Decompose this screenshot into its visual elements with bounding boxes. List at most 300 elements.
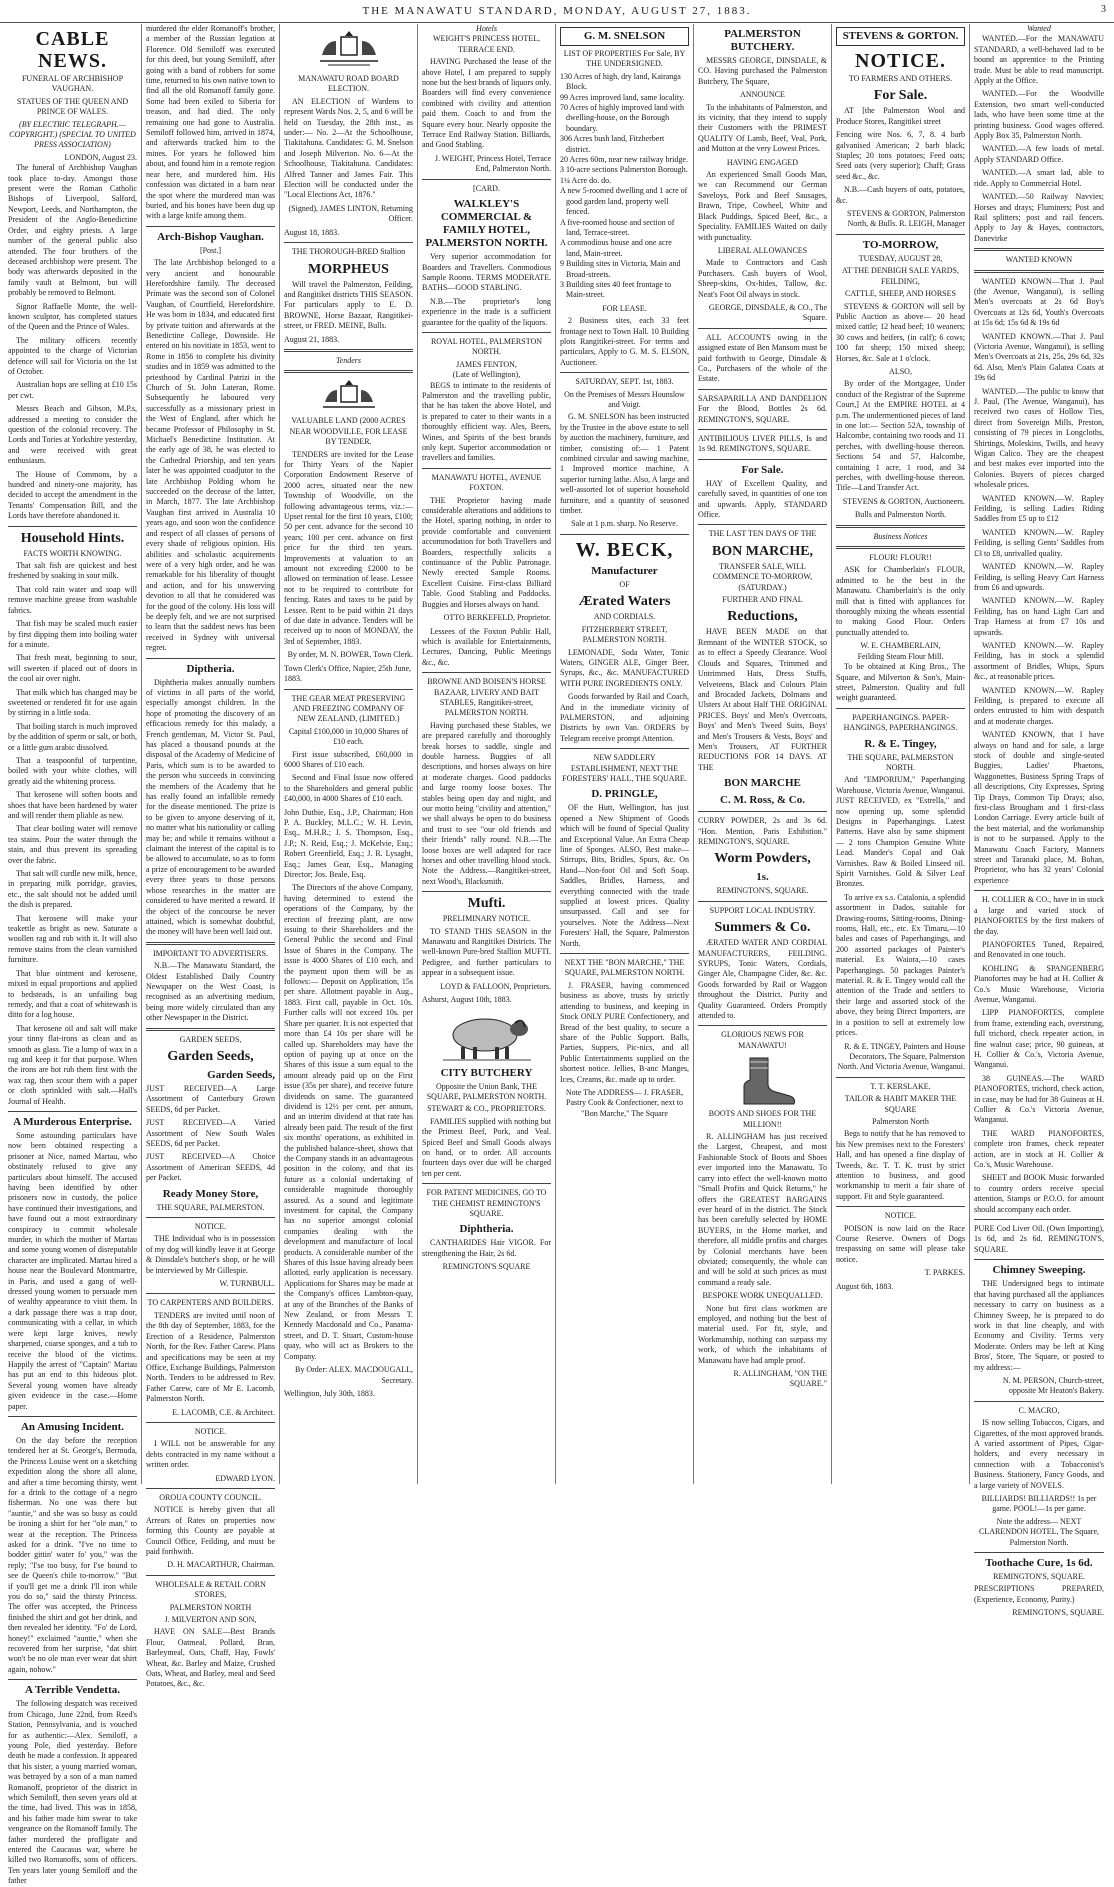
column-8 (970, 24, 1108, 1618)
royal-crest-icon (319, 377, 379, 413)
murder-title: A Murderous Enterprise. (13, 1115, 132, 1128)
lease-text: 2 Business sites, each 33 feet frontage next to Town Hall. 10 Building plots Rangitikei-street. For terms and particulars, Apply to G. M. S. ELSON, Auctioneer. (560, 316, 689, 367)
divider (974, 1401, 1104, 1402)
patent-text: CANTHARIDES Hair VIGOR. For strengthening the Hair, 2s 6d. (422, 1238, 551, 1258)
sale-sub: On the Premises of Messrs Hounslow and Voigt. (564, 389, 685, 409)
garden-seeds-title: Garden Seeds, (167, 1048, 254, 1064)
weights-text: HAVING Purchased the lease of the above Hotel, I am prepared to supply none but the best brands of liquors only. Boarders will find every convenience combined with civility and attention paid them. Coach to and from the Square every hour. Nearly opposite the Terrace End Railway Station. Billiards, and Good Stabling. (422, 57, 551, 150)
divider (146, 942, 275, 945)
flour-text: ASK for Chamberlain's FLOUR, admitted to be the best in the Manawatu. Chamberlain's is the only mill that is fitted with appliances for thoroughly mixing the wheats essential to making Good Flour. Orders punctually attended to. (836, 565, 965, 637)
divider (974, 248, 1104, 251)
road-board-text: AN ELECTION of Wardens to represent Wards Nos. 2, 5, and 6 will be held on Tuesday, the 28th inst., as under:— No. 2—At the Schoolhouse, Tiakitahuna. Candidates: G. M. Snelson and Joseph Milverton. No. 6—At the Schoolhouse, Tiakitahuna. Candidates: Alfred Tanner and James Fair. This Election will be conducted under the "Local Elections Act, 1876." (284, 96, 413, 200)
road-board-heading: MANAWATU ROAD BOARD ELECTION. (298, 74, 399, 94)
dateline: LONDON, August 23. (64, 152, 137, 162)
fraser-signature: Note The ADDRESS— J. FRASER, Pastry Cook & Confectioner, next to "Bon Marche," The Square (565, 1087, 684, 1118)
cable-para: The funeral of Archbishop Vaughan took place to-day. Amongst those present were the Roman Catholic Bishops of Liverpool, Salford, Newport, Leeds, and Northampton, the President of the Anglo-Benedictine Order, and eighty priests. A large number of the general public also attended. The four brothers of the deceased archbishop were present. The body was afterwards deposited in the family vault at Belmont, but will probably be removed to Belmont. (8, 163, 137, 298)
divider (836, 1206, 965, 1207)
notice-heading: NOTICE. (194, 1222, 227, 1232)
corn-heading: WHOLESALE & RETAIL CORN STORES, (155, 1579, 266, 1600)
column-5 (556, 24, 694, 1484)
wanted-known-ad: WANTED.—The public to know that J. Paul, (The Avenue, Wanganui), has received two cases of Hollow Ties, direct from Sovereign Mills, Preston, consisting of 79 pieces in Longcloths, Shirtings, Moleskins, Twills, and heavy Wigan Calico. They are the cheapest and best makes ever imported into the Colonies. Buyers of pieces charged wholesale prices. (974, 386, 1104, 490)
sale-text: G. M. SNELSON has been instructed by the Trustee in the above estate to sell by auction the machinery, furniture, and timber, consisting of:— 1 Patent combined circular and sawing machine, 1 Improved mortice machine, A superior turning lathe. Also, A large and well-assorted lot of superior household furniture, and a quantity of seasoned timber. (560, 412, 689, 516)
allowances-text: Made to Contractors and Cash Purchasers. Cash buyers of Wool, Sheep-skins, Ox-hides, Tallow, &c. Neat's Foot Oil always in stock. (698, 258, 827, 299)
lease-heading: FOR LEASE. (602, 303, 647, 313)
divider (974, 1259, 1104, 1260)
list-item: 3 Building sites 40 feet frontage to Main-street. (560, 279, 672, 300)
cable-news-title: CABLE NEWS. (35, 28, 110, 72)
tingey-text: And "EMPORIUM," Paperhanging Warehouse, Victoria Avenue, Wanganui. JUST RECEIVED, ex "Estrella," and now opening up, some splendid Designs in Paperhangings. Latest Patterns. Have also by same shipment— 2 tons Champion Genuine White Lead. Mander's Copal and Oak Varnishes. Raw & Boiled Linseed oil. Spirit Varnishes. Gold & Silver Leaf Bronzes. (836, 775, 965, 889)
mufti-heading: PRELIMINARY NOTICE. (442, 914, 531, 924)
bazaar-text: Having purchased these Stables, we are prepared carefully and thoroughly break horses to saddle, single and double harness. Buggies of all descriptions, and horses always on hire at moderate charges. Good paddocks and large roomy loose boxes. The stables being open day and night, and our motto being "civility and attention," we shall always be open to do business and trust to see "our old friends and their friends" rally round. N.B.—The loose boxes are well adapted for race horses and other travelling blood stock. Note the Address.—Rangitikei-street, next Wood's, Blacksmith. (422, 720, 551, 886)
properties-list (560, 72, 689, 301)
funeral-heading: FUNERAL OF ARCHBISHOP VAUGHAN. (21, 74, 124, 94)
wanted-known-ad: WANTED KNOWN—That J. Paul (the Avenue, Wanganui), is selling Men's overcoats at 2s 6d Boy's Overcoats at 12s 6d, Youth's Overcoats at 15s 6d; 15s 6d & 19s 6d (974, 276, 1104, 328)
column-2 (142, 24, 280, 1689)
wanted-known-label: WANTED KNOWN (1005, 255, 1073, 265)
hint-para: That salt fish are quickest and best freshened by soaking in sour milk. (8, 561, 137, 581)
macro-name: C. MACRO, (1018, 1405, 1060, 1415)
diphtheria-title: Diptheria. (186, 662, 235, 675)
announce-heading: ANNOUNCE (740, 90, 785, 100)
wanted-ad: WANTED.—A few loads of metal. Apply STANDARD Office. (974, 144, 1104, 164)
columns (4, 24, 1110, 1886)
chimney-signature: N. M. PERSON, Church-street, opposite Mr Heaton's Bakery. (1002, 1375, 1104, 1396)
vaughan-title: Arch-Bishop Vaughan. (157, 230, 264, 243)
last-ten-days: THE LAST TEN DAYS OF THE (708, 529, 817, 539)
card-label: [CARD. (473, 183, 500, 193)
tingey-text-2: To arrive ex s.s. Catalonia, a splendid assortment in Dados, suitable for Drawing-rooms, Sitting-rooms, Dining-rooms, Hall, etc., etc. Ex Timaru,—10 bales and cases of Paperhangings, and 200 assorted packages of Painter's material. Ex Waiora,—10 cases Paperhangings. 50 packages Painter's material. R. & E. Tingey would call the attention of the Trade and settlers to their large and assorted stock of the above, they being Direct Importers, are in a position to sell at extremely low prices. (836, 892, 965, 1038)
allowances-heading: LIBERAL ALLOWANCES (717, 245, 808, 255)
land-heading: VALUABLE LAND (2000 ACRES NEAR WOODVILLE, FOR LEASE BY TENDER. (289, 416, 408, 447)
wanted-ad: WANTED.—A smart lad, able to ride. Apply to Commercial Hotel. (974, 168, 1104, 188)
builders-text: TENDERS are invited until noon of the 8th day of September, 1883, for the Erection of a Residence, Palmerston North, for the Rev. Father Carew. Plans and specifications may be seen at my Office, Exchange Buildings, Palmerston North. Tenders to be addressed to Rev. Father Carew, care of Mr E. Lacomb, Palmerston North. (146, 1310, 275, 1404)
divider (422, 891, 551, 892)
patent-heading: FOR PATENT MEDICINES, GO TO THE CHEMIST REMINGTON'S SQUARE. (426, 1188, 547, 1218)
beck-tail: Goods forwarded by Rail and Coach, And in the immediate vicinity of PALMERSTON, and adjoining Districts by own Van. ORDERS by Telegram receive prompt Attention. (560, 692, 689, 743)
household-hints-title: Household Hints. (20, 530, 125, 546)
billiards-ad: BILLIARDS! BILLIARDS!! 1s per game. POOL!—1s per game. (981, 1494, 1097, 1514)
beck-name: W. BECK, (575, 538, 674, 561)
vendetta-title: A Terrible Vendetta. (24, 1684, 121, 1697)
hint-para: That salt will curdle new milk, hence, in preparing milk porridge, gravies, etc., the salt should not be added until the dish is prepared. (8, 869, 137, 910)
foxton-text: THE Proprietor having made considerable alterations and additions to the Hotel, sparing nothing, in order to provide comfortable and convenient accommodation for both Travellers and Boarders, respectfully solicits a continuance of the Public Patronage. Newly erected Sample Rooms. Excellent Cuisine. First-class Billiard Table. Good Stabling and Paddocks. Buggies and Horses always on hand. (422, 495, 551, 609)
wanted-known-ad: WANTED KNOWN.—W. Rapley Feilding, is selling Gents' Saddles from £3 to £8, unrivalled quality. (974, 527, 1104, 558)
divider (560, 748, 689, 749)
sarsaparilla-text: SARSAPARILLA AND DANDELION For the Blood, Bottles 2s 6d. REMINGTON'S, SQUARE. (698, 393, 827, 424)
list-item: 3 10-acre sections Palmerston Borough. (560, 165, 688, 175)
poison-signature: T. PARKES. (924, 1268, 965, 1278)
ram-icon (439, 1009, 535, 1063)
mufti-text: TO STAND THIS SEASON in the Manawatu and Rangitikei Districts. The well-known Pure-bred Stallion MUFTI. Pedigree, and further particulars to appear in a subsequent issue. (422, 926, 551, 978)
wanted-known-ad: WANTED KNOWN.—W. Rapley Feilding, has on hand Light Cart and Trap Harness at from £7 10s and upwards. (974, 596, 1104, 637)
divider (8, 526, 137, 527)
meat-company-heading: THE GEAR MEAT PRESERVING AND FREEZING COMPANY OF NEW ZEALAND, (LIMITED.) (291, 693, 406, 724)
cattle-heading: CATTLE, SHEEP, AND HORSES (845, 289, 956, 299)
for-sale-items: Fencing wire Nos. 6, 7, 8. 4 barb galvanised American; 2 barb black; Staples; 20 tons potatoes; Feed oats; Seed oats (very superior); Chaff; Grass seed &c., &c. (836, 130, 965, 181)
divider (146, 1217, 275, 1218)
business-notices-label: Business Notices (873, 531, 928, 541)
beck-waters: Ærated Waters (578, 594, 671, 610)
hint-para: That fish may be scaled much easier by first dipping them into boiling water for a minute. (8, 619, 137, 649)
weights-heading: WEIGHT'S PRINCESS HOTEL, TERRACE END. (433, 34, 540, 54)
vaughan-source: [Post.] (199, 245, 222, 255)
divider (146, 1575, 275, 1576)
divider (974, 270, 1104, 273)
divider (836, 525, 965, 528)
vendetta-continued: murdered the elder Romanoff's brother, a member of the Russian legation at Florence. Old Semiloff was executed for this deed, but young Semiloff, after going with a band of robbers for some time, returned to his own native town to find all the old Romanoff family gone. Some had been exiled to Siberia for treason, and had died. The only remaining one had gone to Australia. Semiloff followed him, arrived in 1874, and afterwards tracked him to the mines. For years he followed him about, and found him in a remote region near here, and murdered him. His confession was dictated in a barn near the spot where the murdered man was buried, and his bones have been dug up with a large knife among them. (146, 24, 275, 221)
hint-para: That milk which has changed may be sweetened or rendered fit for use again by stirring in a little soda. (8, 687, 137, 718)
royal-hotel-sub: (Late of Wellington), (452, 370, 521, 380)
divider (8, 1416, 137, 1417)
piano-ad: KOHLING & SPANGENBERG Pianofortes may be had at H. Collier & Co.'s Music Warehouse, Victoria Avenue, Wanganui. (974, 963, 1104, 1004)
meat-directors: John Duthie, Esq., J.P., Chairman; Hon P. A. Buckley, M.L.C.; W. H. Levin, Esq., M.H.R.; J. S. Thompson, Esq., J.P.; N. Reid, Esq.; J. McKelvie, Esq.; Robert Greenfield, Esq.; J. R. Lysaght, Esq.; James Gear, Esq., Managing Director; Jos. Beale, Esq. (284, 807, 413, 879)
store-address: THE SQUARE, PALMERSTON. (156, 1202, 265, 1212)
column-1 (4, 24, 142, 1886)
tenders-label: Tenders (335, 355, 362, 365)
land-text: TENDERS are invited for the Lease for Thirty Years of the Napier Corporation Endowment Reserve of 2000 acres, situated near the new Township of Woodville, on the following advantageous terms, viz.:— Upset rental for the first 10 years, £100; 50 per cent. advance for the second 10 years; 100 per cent. advance on first price for the third ten years. Improvements at valuation to an amount not exceeding £2000 to be allowed on termination of lease. Lessee not to be required to contribute for fencing. Rates and taxes to be paid by Lessee. Rent to be paid within 21 days of due date in advance. Tenders will be received up to noon of MONDAY, the 3rd of September, 1883. (284, 449, 413, 646)
divider (698, 1025, 827, 1026)
mortgagee-text: By order of the Mortgagee, Under conduct of the Registrar of the Supreme Court,] At the EMPIRE HOTEL at 4 p.m. The undermentioned pieces of land in one lot:— Section 52A, township of Halcombe, containing two roods and 11 perches, with dwelling-house thereon. Sections 54 and 57, Halcombe, containing 1 acre, 1 rood, and 34 perches, with dwelling-house thereon. Title—Land Transfer Act. (836, 379, 965, 493)
piano-ad: LIPP PIANOFORTES, complete from frame, extending each, overstrung, full trichord, check repeater action, in fine walnut case; price, 90 guineas, at H. Collier & Co.'s, Victoria Avenue, Wanganui. (974, 1008, 1104, 1070)
wanted-known-ad: WANTED KNOWN, that I have always on hand and for sale, a large stock of double and single-seated Buggies, Ladies' Phaetons, Waggonettes, Business Spring Traps of all descriptions, City Expresses, Spring Tip Drays, Common Tip Drays; also, first-class Brougham and 1 first-class London Carriage. Every article built of the best material, and the workmanship is not to be surpassed. Apply to the Manawatu Coach Factory, Manners street and Taranaki place, M. Bohan, Proprietor, who has 32 years' Colonial experience (974, 730, 1104, 885)
corn-text: HAVE ON SALE—Best Brands Flour, Oatmeal, Pollard, Bran, Barleymeal, Oats, Chaff, Hay, Fowls' Wheat, &c. Barley and Maize, Crushed Oats, Wheat, and Barley, meal and Seed Potatoes, &c., &c. (146, 1627, 275, 1689)
debts-notice-signature: EDWARD LYON. (215, 1473, 275, 1483)
tailor-sub: Palmerston North (872, 1116, 929, 1126)
list-item: 9 Building sites in Victoria, Main and Broad-streets. (560, 259, 681, 279)
prescriptions-signature: REMINGTON'S, SQUARE. (1012, 1608, 1104, 1618)
billiards-note: Note the address— NEXT CLARENDON HOTEL, The Square, Palmerston North. (978, 1516, 1100, 1547)
telegraph-line: (BY ELECTRIC TELEGRAPH.—COPYRIGHT.) (SPECIAL TO UNITED PRESS ASSOCIATION) (9, 119, 136, 150)
hint-para: That kerosene will make your teakettle as bright as new. Saturate a woollen rag and rub with it. It will also remove stains from the clean varnished furniture. (8, 913, 137, 965)
wanted-ad: WANTED.—For the Woodville Extension, two smart well-conducted lads, who have been some time at the printing business. Good wages offered. Apply Box 35, Palmerston North. (974, 89, 1104, 141)
statues-heading: STATUES OF THE QUEEN AND PRINCE OF WALES. (16, 96, 129, 117)
for-sale-title: For Sale. (873, 88, 928, 104)
patent-signature: REMINGTON'S SQUARE (442, 1262, 531, 1272)
palmerston-butchery-title: PALMERSTON BUTCHERY. (724, 28, 801, 53)
list-item: 1¼ Acre do. do. (560, 175, 612, 185)
support-heading: SUPPORT LOCAL INDUSTRY. (709, 905, 816, 915)
tingey-name: R. & E. Tingey, (864, 737, 937, 750)
corn-sub: PALMERSTON NORTH (169, 1602, 252, 1612)
patent-sub: Diphtheria. (459, 1223, 514, 1236)
for-sale-signature: STEVENS & GORTON, Palmerston North, & Bulls. R. LEIGH, Manager (846, 209, 965, 229)
meat-order: By Order: ALEX. MACDOUGALL, Secretary. (295, 1365, 413, 1385)
weights-signature: J. WEIGHT, Princess Hotel, Terrace End, Palmerston North. (434, 153, 551, 174)
meat-date: Wellington, July 30th, 1883. (284, 1388, 375, 1398)
toothache-sub: REMINGTON'S, SQUARE. (993, 1572, 1085, 1582)
mortgagee-address: Bulls and Palmerston North. (854, 510, 947, 520)
divider (422, 332, 551, 333)
piano-ad: PIANOFORTES Tuned, Repaired, and Renovated in one touch. (974, 939, 1104, 960)
cable-para: The House of Commons, by a hundred and ninety-one majority, has decided to accept the amendment in the Tenants' Compensation Bill, and the Lords have therefore abandoned it. (8, 469, 137, 521)
hint-para: That kerosene will soften boots and shoes that have been hardened by water and will render them pliable as new. (8, 790, 137, 820)
royal-hotel-name: JAMES FENTON, (456, 359, 517, 369)
divider (284, 242, 413, 243)
murder-para: Some astounding particulars have now been obtained respecting a prisoner at Nice, named Martau, who obstinately refused to give any particulars about himself. The accused having been identified by other prisoners now in custody, the police have continued their investigations, and have found out a most extraordinary conspiracy to commit wholesale murder, in which the mother of Martau and some young women of disreputable character are implicated. Martau hired a house near the Boulevard Montmartre, in Paris, and used a gang of well-dressed young women to persuade men of wealthy appearance to visit them. In a dark passage there was a trap door, communicating with a cellar, in which were kept large knives, newly sharpened, coarse sponges, and a tub to receive the blood of the victims. Happily the arrest of "Captain" Martau has put an end to this hideous plot. Several young women have already given evidence in the case.—Home paper. (8, 1130, 137, 1411)
wanted-known-ad: WANTED KNOWN.—W. Rapley Feilding, is prepared to execute all orders entrusted to him with despatch and at moderate charges. (974, 685, 1104, 726)
column-3 (280, 24, 418, 1484)
divider (974, 1219, 1104, 1220)
oroua-signature: D. H. MACARTHUR, Chairman. (167, 1560, 275, 1570)
walkley-heading: WALKLEY'S COMMERCIAL & FAMILY HOTEL, PALMERSTON NORTH. (425, 198, 548, 250)
divider (560, 372, 689, 373)
meat-capital: Capital £100,000 in 10,000 Shares of £10 each. (288, 726, 409, 747)
boot-icon (728, 1054, 798, 1106)
sale-close: Sale at 1 p.m. sharp. No Reserve. (571, 519, 678, 529)
stevens-gorton-heading: STEVENS & GORTON. (836, 27, 965, 46)
hay-text: HAY of Excellent Quality, and carefully saved, in quantities of one ton and upwards. Apply, STANDARD Office. (698, 478, 827, 520)
cable-para: Australian hops are selling at £10 15s per cwt. (8, 380, 137, 400)
meat-text: First issue subscribed, £60,000 in 6000 Shares of £10 each. (284, 749, 413, 769)
divider (560, 534, 689, 535)
divider (974, 1552, 1104, 1553)
wanted-known-ad: WANTED KNOWN.—W. Rapley Feilding, is selling Ladies Riding Saddles from £5 up to £12 (974, 493, 1104, 524)
pringle-name: D. PRINGLE, (591, 788, 658, 801)
wanted-known-ad: WANTED KNOWN.—W. Rapley Feilding, has in stock a splendid assortment of Bridles, Whips, Spurs &c., at reasonable prices. (974, 640, 1104, 682)
tomorrow-heading: TO-MORROW, (862, 238, 939, 251)
poison-date: August 6th, 1883. (836, 1281, 894, 1291)
oroua-heading: OROUA COUNTY COUNCIL. (159, 1492, 262, 1502)
saddlery-heading: NEW SADDLERY ESTABLISHMENT, NEXT THE FORESTERS' HALL, THE SQUARE. (562, 753, 687, 783)
seed-item: JUST RECEIVED—A Choice Assortment of American SEEDS, 4d per Packet. (146, 1152, 275, 1183)
divider (146, 226, 275, 227)
allingham-text: R. ALLINGHAM has just received the Largest, Cheapest, and most Fashionable Stock of Boots and Shoes ever imported into the Manawatu. To carry into effect the well-known motto "Small Profits and Quick Returns," he offers the GREATEST BARGAINS ever heard of in the district. The Stock has been carefully selected by HOME BUYERS, in the Home market, and therefore, all middle profits and charges by Colonial merchants have been obviated; consequently, the whole can and will be sold at such prices as must command a ready sale. (698, 1132, 827, 1287)
hint-para: That a teaspoonful of turpentine, boiled with your white clothes, will greatly aid the whitening process. (8, 755, 137, 786)
foxton-tail: Lessees of the Foxton Public Hall, which is available for Entertainments, Lectures, Dancing, Public Meetings &c., &c. (422, 626, 551, 667)
glorious-heading: GLORIOUS NEWS FOR MANAWATU! (721, 1030, 804, 1050)
butchery-text: MESSRS GEORGE, DINSDALE, & CO. Having purchased the Palmerston Butchery, The Square, (698, 56, 827, 86)
bazaar-heading: BROWNE AND BOISEN'S HORSE BAZAAR, LIVERY AND BAIT STABLES, Rangitikei-street, PALMERSTON NORTH. (427, 677, 546, 718)
divider (146, 1028, 275, 1031)
bon-marche-again: BON MARCHE (724, 777, 801, 790)
column-7 (832, 24, 970, 1484)
masthead (0, 0, 1114, 23)
advertisers-heading: IMPORTANT TO ADVERTISERS. (152, 948, 269, 958)
worm-powders-price: 1s. (756, 871, 769, 884)
chimney-text: THE Undersigned begs to intimate that having purchased all the appliances necessary to carry on business as a Chimney Sweep, he is prepared to do work in that line cheaply, and with Economy and Civility. Terms very Moderate. Orders may be left at King Bros', Store, The Square, or posted to my address:— (974, 1279, 1104, 1372)
divider (146, 658, 275, 659)
walkley-text: Very superior accommodation for Boarders and Travellers. Commodious Sample Rooms. TERMS MODERATE. BATHS—GOOD STABLING. (422, 252, 551, 293)
divider (284, 349, 413, 352)
notice-sub: TO FARMERS AND OTHERS. (848, 74, 953, 83)
denbigh-heading: AT THE DENBIGH SALE YARDS, FEILDING, (842, 266, 959, 286)
amusing-para: On the day before the reception tendered her at St. George's, Bermuda, the Princess Louise went on a sketching expedition along the shore all alone, and after a time becoming thirsty, went for a drink to the cottage of a negro fisherman. No one was there but "auntie," and she was so busy as could be ironing a shirt for her "ole man," to wear at the reception. The Princess asked for a drink. "I've no time to bodder gittin' water fo' you," was the reply; "I'se too busy, for I'se bound to see de Queen's chile to-morrow." "But if you'll get me a drink I'll iron while you do so," said the thirsty Princess. The offer was accepted, the Princess finished the shirt and got her drink, and then revealed her identity. "Fo' de Lord, honey!" exclaimed "auntie," when she recovered from her surprise, "dat shirt won't be no ole man ever wear dat shirt again, nohow." (8, 1435, 137, 1674)
column-4 (418, 24, 556, 1484)
hint-para: That fresh meat, beginning to sour, will sweeten if placed out of doors in the cool air over night. (8, 653, 137, 684)
city-butchery-text: FAMILIES supplied with nothing but the Primest Beef, Pork, and Veal. Spiced Beef and Small Goods always on hand, or to order. All accounts fourteen days over due will be charged ten per cent. (422, 1116, 551, 1178)
poison-text: POISON is now laid on the Race Course Reserve. Owners of Dogs trespassing on same will please take notice. (836, 1223, 965, 1264)
divider (698, 901, 827, 902)
accounts-text: ALL ACCOUNTS owing in the assigned estate of Ben Mansom must be paid forthwith to George, Dinsdale & Co., Purchasers of the whole of the Estate. (698, 332, 827, 384)
divider (698, 811, 827, 812)
seed-item: JUST RECEIVED—A Varied Assortment of New South Wales SEEDS, 6d per Packet. (146, 1118, 275, 1148)
kings-text: To be obtained at King Bros., The Square, and Milverton & Son's, Main-street, Palmerston. Quality and full weight guaranteed. (836, 662, 965, 703)
column-6 (694, 24, 832, 1484)
piano-ad: THE WARD PIANOFORTES, complete iron frames, check repeater action, are in stock at H. Collier & Co.'s, Music Warehouse. (974, 1128, 1104, 1170)
road-board-date: August 18, 1883. (284, 227, 340, 237)
oroua-text: NOTICE is hereby given that all Arrears of Rates on properties now forming this County are payable at Council Office, Feilding, and must be paid forthwith. (146, 1505, 275, 1556)
stallion-intro: THE THOROUGH-BRED Stallion (291, 247, 406, 257)
also-label: ALSO, (889, 366, 912, 376)
properties-heading: LIST OF PROPERTIES For Sale, BY THE UNDERSIGNED. (563, 49, 686, 69)
debts-notice-text: I WILL not be answerable for any debts contracted in my name without a written order. (146, 1439, 275, 1470)
garden-seeds-top: GARDEN SEEDS, (179, 1034, 242, 1044)
sale-date: SATURDAY, SEPT. 1st, 1883. (575, 377, 674, 387)
cable-para: Signor Raffaelle Monte, the well-known sculptor, has completed statues of the Queen and the Prince of Wales. (8, 301, 137, 332)
summers-title: Summers & Co. (714, 920, 811, 936)
foxton-signature: OTTO BERKEFELD, Proprietor. (443, 613, 551, 623)
flour-mill: Feilding Steam Flour Mill. (857, 651, 944, 661)
tailor-heading: TAILOR & HABIT MAKER THE SQUARE (844, 1094, 957, 1114)
engaged-text: An experienced Small Goods Man, we can Recommend our German Saveloys, Pork and Beef Sausages, Brawn, Tripe, Cowheel, White and Black Puddings, Spiced Beef, &c., a Speciality. FAMILIES Waited on daily with punctuality. (698, 170, 827, 242)
further-final: FURTHER AND FINAL (722, 595, 803, 605)
stallion-date: August 21, 1883. (284, 334, 340, 344)
auction-text: STEVENS & GORTON will sell by Public Auction as above— 20 head mixed cattle; 12 head beef; 10 weaners; 30 cows and heifers, (in calf); 6 cows; 100 fat sheep; 150 mixed sheep; Horses, &c. Sale at 1 o'clock. (836, 301, 965, 363)
divider (284, 370, 413, 373)
collier-ad: H. COLLIER & CO., have in in stock a large and varied stock of PIANOFORTES by the first makers of the day. (974, 895, 1104, 936)
cod-liver-oil-ad: PURE Cod Liver Oil. (Own Importing), 1s 6d, and 2s 6d. REMINGTON'S, SQUARE. (974, 1224, 1104, 1254)
divider (8, 1111, 137, 1112)
hint-para: That cold rain water and soap will remove machine grease from washable fabrics. (8, 584, 137, 615)
advertisers-text: N.B.—The Manawatu Standard, the Oldest Established Daily Country Newspaper on the West Coast, is recognised as an advertising medium, being more widely circulated than any other Newspaper in the District. (146, 961, 275, 1023)
ready-money-store: Ready Money Store, (162, 1187, 259, 1200)
divider (146, 1422, 275, 1423)
bakery-heading: NEXT THE "BON MARCHE," THE SQUARE, PALMERSTON NORTH. (564, 958, 685, 978)
morpheus-title: MORPHEUS (308, 261, 389, 277)
wanted-ad: WANTED.—50 Railway Navvies; Horses and drays; Fluminers; Post and Rail splitters; post and rail fencers. Apply to Jay & Hayes, contractors, Danevirke (974, 192, 1104, 243)
notice-heading: NOTICE. (884, 1211, 917, 1221)
royal-crest-icon (314, 27, 384, 71)
divider (422, 672, 551, 673)
boots-heading: BOOTS AND SHOES FOR THE MILLION!! (708, 1109, 817, 1129)
flour-heading: FLOUR! FLOUR!! (869, 553, 932, 563)
wanted-label: Wanted (1027, 24, 1051, 33)
hint-para: That kerosene oil and salt will make your tinny flat-irons as clean and as smooth as glass. Tie a lump of wax in a rag and keep it for that purpose. When the irons are hot rub them first with the wax rag, then scour them with a paper or cloth sprinkled with salt.—Hall's Journal of Health. (8, 1023, 137, 1106)
city-butchery-heading: CITY BUTCHERY (440, 1066, 533, 1079)
divider (836, 546, 965, 549)
divider (146, 1293, 275, 1294)
pringle-text: OF the Hutt, Wellington, has just opened a New Shipment of Goods which will be found of Special Quality and Exceptional Value. An Extra Cheap line of Sponges. ALSO, Best make—Stirrups, Bits, Bridles, Spurs, &c. On Hand—Non-foot Oil and Soft Soap. Saddles, Bridles, Harness, and everything connected with the trade supplied at lowest prices. Quality unsurpassed. Call and see for yourselves. Note the Address—Next Foresters' Hall, the Square, Palmerston North. (560, 803, 689, 948)
flour-signature: W. E. CHAMBERLAIN, (860, 641, 941, 651)
beck-title: Manufacturer (591, 564, 658, 577)
list-item: A new 5-roomed dwelling and 1 acre of good garden land, property well fenced. (560, 186, 688, 217)
divider (698, 328, 827, 329)
worm-powders-title: Worm Powders, (714, 851, 811, 867)
vendetta-para: The following despatch was received from Chicago, June 22nd, from Reed's Station, Pennsylvania, and is vouched for as authentic:—Alex. Semiloff, a young Pole, died yesterday. Before death he made a confession. It appeared that his sister, a young married woman, was betrayed by a son of a man named Romanoff, proprietor of the district in which Semiloff, then seven years old at the time, had lived. This was in 1858, and his father made him swear to take vengeance on the Romanoff family. The father murdered the profligate and entered the Caucasus war, where he killed two Romanoffs, sons of officers. Ten years later young Semiloff and the father (8, 1699, 137, 1886)
stallion-text: Will travel the Palmerston, Feilding, and Rangitikei districts THIS SEASON. For particulars apply to E. D. BROWNE, Horse Bazaar, Rangitikei-street, or FRED. MEINE, Bulls. (284, 279, 413, 331)
mortgagee-signature: STEVENS & GORTON, Auctioneers. (842, 496, 965, 506)
for-sale-nb: N.B.—Cash buyers of oats, potatoes, &c. (836, 185, 965, 205)
corn-name: J. MILVERTON AND SON, (164, 1615, 257, 1625)
foxton-heading: MANAWATU HOTEL, AVENUE FOXTON. (431, 472, 542, 493)
hint-para: That blue ointment and kerosene, mixed in equal proportions and applied to bedsteads, is an unfailing bug remedy, and that a coat of whitewash is ditto for a log house. (8, 968, 137, 1020)
wanted-known-ad: WANTED KNOWN.—W. Rapley Feilding, is selling Heavy Cart Harness from £6 and upwards. (974, 562, 1104, 592)
beck-text: LEMONADE, Soda Water, Tonic Waters, GINGER ALE, Ginger Beer, Syrups, &c., &c. MANUFACTURED WITH PURE INGREDIENTS ONLY. (560, 647, 689, 688)
divider (836, 234, 965, 235)
bespoke-heading: BESPOKE WORK UNEQUALLED. (702, 1291, 823, 1301)
toothache-title: Toothache Cure, 1s 6d. (985, 1557, 1093, 1570)
piano-ad: 38 GUINEAS.—The WARD PIANOFORTES, trichord, check action, in case, may be had for 38 Guineas at H. Collier & Co.'s Victoria Avenue, Wanganui. (974, 1073, 1104, 1125)
bespoke-text: None but first class workmen are employed, and nothing but the best of material used. For fit, style, and Workmanship, nothing can surpass my work, of which the inhabitants of Manawatu have had ample proof. (698, 1303, 827, 1365)
paperhangings-heading: PAPERHANGINGS. PAPER-HANGINGS, PAPERHANGINGS. (843, 712, 958, 733)
garden-seeds-title-2: Garden Seeds, (207, 1068, 275, 1081)
list-item: 70 Acres of highly improved land with dwelling-house, on the Borough boundary. (560, 103, 684, 133)
for-sale-heading: For Sale. (741, 463, 784, 476)
allowances-signature: GEORGE, DINSDALE, & CO., The Square. (708, 302, 827, 323)
list-item: 99 Acres improved land, same locality. (560, 92, 685, 102)
divider (698, 524, 827, 525)
announce-text: To the inhabitants of Palmerston, and its vicinity, that they intend to supply their Customers with the PRIMEST QUALITY Of Lamb, Beef, Veal, Pork, and Mutton at the very Lowest Prices. (698, 102, 827, 154)
land-office: Town Clerk's Office, Napier, 25th June, 1883. (284, 663, 412, 684)
wanted-ad: WANTED.—For the MANAWATU STANDARD, a well-behaved lad to be bound an apprentice to the Printing trade. Must be able to read manuscript. Apply at the Office. (974, 34, 1104, 86)
notice-title: NOTICE. (855, 50, 946, 72)
sheet-music-ad: SHEET and BOOK Music forwarded to country orders receive special attention, Stamps or P.O.O. for amount should accompany each order. (974, 1173, 1104, 1214)
kerslake-name: T. T. KERSLAKE. (870, 1081, 931, 1091)
reductions-title: Reductions, (727, 609, 798, 625)
royal-hotel-heading: ROYAL HOTEL, PALMERSTON NORTH. (430, 336, 543, 357)
divider (974, 890, 1104, 891)
prescriptions-ad: PRESCRIPTIONS PREPARED, (Experience, Economy, Purity.) (974, 1584, 1104, 1604)
land-order: By order, M. N. BOWER, Town Clerk. (287, 650, 413, 660)
beck-of: OF (619, 579, 630, 589)
meat-text: Second and Final Issue now offered to the Shareholders and general public £40,000, in 4000 Shares of £10 each. (284, 773, 413, 804)
beck-address: FITZHERBERT STREET, PALMERSTON NORTH. (581, 624, 668, 645)
dog-notice-text: THE Individual who is in possession of my dog will kindly leave it at George & Dinsdale's butcher's shop, or he will be interviewed by Mr Gillespie. (146, 1234, 275, 1275)
tingey-sub: THE SQUARE, PALMERSTON NORTH. (847, 752, 954, 772)
wanted-known-ad: WANTED KNOWN.—That J. Paul (Victoria Avenue, Wanganui), is selling Men's Overcoats at 21s, 25s, 29s 6d, 32s 6d. Also, Men's Plain Galatea Coats at 19s 6d (974, 331, 1104, 383)
divider (422, 179, 551, 180)
cable-para: The military officers recently appointed to the charge of Victorian defence will sail for Victoria on the 1st of October. (8, 335, 137, 376)
snelson-heading: G. M. SNELSON (560, 27, 689, 46)
liver-pills-text: ANTIBILIOUS LIVER PILLS, Is and 1s 9d. REMINGTON'S, SQUARE. (698, 434, 827, 454)
notice-heading: NOTICE. (194, 1426, 227, 1436)
engaged-heading: HAVING ENGAGED (726, 157, 799, 167)
divider (836, 1077, 965, 1078)
summers-text: ÆRATED WATER AND CORDIAL MANUFACTURERS, FEILDING. SYRUPS, Tonic Waters, Cordials, Ginger Ale, Champagne Cider, &c. &c. Goods forwarded by Rail or Waggon throughout the District. Purity and Quality Guaranteed. Orders Promptly attended to. (698, 938, 827, 1021)
divider (698, 429, 827, 430)
divider (422, 1183, 551, 1184)
divider (8, 1679, 137, 1680)
reductions-text: HAVE BEEN MADE on that Remnant of the WINTER STOCK, so as to effect a Speedy Clearance. Wool Clouds and Squares, Trimmed and Untrimmed Hats, Dress Stuffs, Velveteens, Black and Colours Plain and Brocaded Jackets, Dolmans and Ulsters At about Half THE ORIGINAL PRICES. Boys' and Men's Overcoats, Boys' and Men's Tweed Suits, Boys' and Men's Trousers & Vests, Boys' and Men's Trousers, AT FURTHER REDUCTIONS FOR 14 DAYS. AT THE (698, 627, 827, 772)
for-sale-intro: AT [the Palmerston Wool and Produce Stores, Rangitikei street (836, 106, 965, 126)
list-item: 20 Acres 60m, near new railway bridge. (560, 155, 688, 165)
builders-heading: TO CARPENTERS AND BUILDERS. (147, 1298, 274, 1308)
divider (284, 689, 413, 690)
tingey-signature: R. & E. TINGEY, Painters and House Decorators, The Square, Palmerston North. And Victoria Avenue, Wanganui. (837, 1041, 965, 1072)
hint-para: That clear boiling water will remove tea stains. Pour the water through the stain, and thus prevent its spreading over the fabric. (8, 824, 137, 865)
mufti-title: Mufti. (467, 896, 506, 912)
road-board-signature: (Signed), JAMES LINTON, Returning Officer. (288, 203, 413, 224)
cable-para: Messrs Beach and Gibson, M.P.s, addressed a meeting to consider the question of the colonial recovery. The Lords and Tories at Yorkshire yesterday, and were received with great enthusiasm. (8, 404, 137, 466)
allingham-signature: R. ALLINGHAM, "ON THE SQUARE." (733, 1369, 827, 1389)
royal-hotel-text: BEGS to intimate to the residents of Palmerston and the travelling public, that he has taken the above Hotel, and is prepared to cater to their wants in a thoroughly efficient way. Ales, Beers, Wines, and Spirits of the best brands only kept. Superior accommodation or travellers and families. (422, 380, 551, 463)
divider (560, 953, 689, 954)
vaughan-para: The late Archbishop belonged to a very ancient and honourable Herefordshire family. The deceased Primate was the second son of Colonel Vaughan, of Courtfield, Herefordshire. He was born in 1834, and educated first by private tuition and afterwards at the Benedictine College, Downside. He entered on his novitiate in 1853, went to Rome in 1856 to complete his divinity studies and in 1859 was admitted to the priesthood by Cardinal Patrizi in the Church of St. John Lateran, Rome. Subsequently he laboured very successfully as a missionary priest in the West of England, after which he became Professor of Philosophy in St. Michael's Benedictine Institution. At the early age of 38, he was elected to the Cathedral Priorship, and ten years later he was appointed coadjutor to the late Archbishop Polding whom he succeeded on the decease of the latter, in March, 1877. The late Archbishop Vaughan first arrived in Australia 10 years ago, and soon won the confidence and respect of all classes of persons of every shade of religious opinion. His abilities and scholastic acquirements were of a very high order, and he was remarkable for his liberality of thought and action, and for his unswerving devotion to all that he considered was for the good of the colony. His loss will be deeply felt, and we are not surprised to learn that the saddest news has been received in Sydney with universal regret. (146, 258, 275, 653)
tuesday-heading: TUESDAY, AUGUST 28, (858, 253, 943, 263)
divider (698, 389, 827, 390)
beck-cordials: AND CORDIALS. (593, 612, 656, 622)
tailor-text: Begs to notify that he has removed to his New premises next to the Foresters' Hall, and has opened a fine display of Tweeds, &c. T. T. K. trust by strict attention to business, and good workmanship to merit a fair share of support. Fit and Style guaranteed. (836, 1129, 965, 1201)
city-butchery-sub: Opposite the Union Bank, THE SQUARE, PALMERSTON NORTH. (426, 1081, 547, 1101)
macro-text: IS now selling Tobaccos, Cigars, and Cigarettes, of the most approved brands. A varied assortment of Pipes, Cigar-holders, and every necessary in connection with a Tobacconist's Business. Stationery, Fancy Goods, and a large variety of NOVELS. (974, 1418, 1104, 1490)
transfer-sale: TRANSFER SALE, WILL COMMENCE TO-MORROW, (SATURDAY.) (712, 561, 813, 592)
hint-para: That boiling starch is much improved by the addition of sperm or salt, or both, or a little gum arabic dissolved. (8, 721, 137, 752)
dog-notice-signature: W. TURNBULL. (219, 1279, 275, 1289)
divider (836, 708, 965, 709)
list-item: 306 Acres bush land, Fitzherbert district. (560, 134, 665, 154)
meat-para: The Directors of the above Company, having determined to extend the operations of the Company, by the erection of freezing plant, are now issuing to their Shareholders and the General Public the second and Final Issue of Shares in the Company. The issue is 4000 Shares of £10 each, and the payment upon them will be as follows:— Deposit on Application, 15s per share. Allotment payable in Aug., 1883. First call, payable in Oct. 10s. Further calls will not exceed 10s. per Share per quarter. It is not expected that more than £4 10s per share will be called up. Shareholders may have the option of paying up at once on the Shares of this issue a sum equal to the amount already paid up on the First issue (35s per share), and receive future dividends on same. The guaranteed dividend is 12½ per cent. per annum, and an interim dividend at that rate has already been paid. The result of the first six months' operations, as exhibited in the published balance-sheet, shows that the Company stands in an advantageous position in the colony, and that its future as a colonial undertaking of considerable magnitude thoroughly assured. As a sound and legitimate investment for capital, the Company has no superior amongst colonial companies dealing with the development and manufacture of local products. A considerable number of the Shares of this Issue having already been allotted, early application is necessary. Applications for Shares may be made at the Company's offices Lambton-quay, at any of the Branches of the Banks of New Zealand, or from Messrs T. Kennedy Macdonald and Co., Panama-street, and D. T. Stuart, Custom-house quay, who will act as Brokers to the Company. (284, 883, 413, 1361)
city-butchery-name: STEWART & CO., PROPRIETORS. (427, 1104, 546, 1114)
